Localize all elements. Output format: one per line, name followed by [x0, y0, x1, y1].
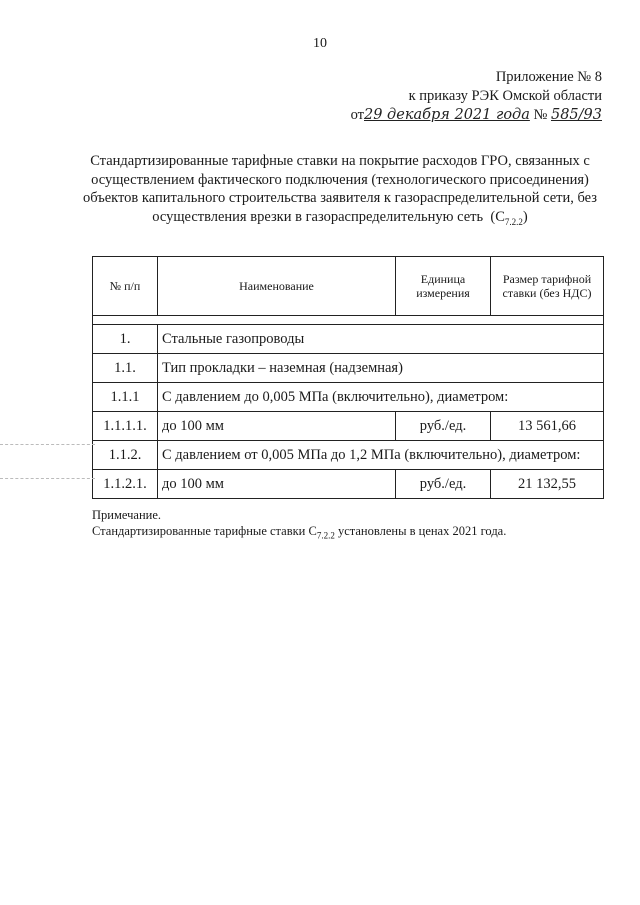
row-name: С давлением до 0,005 МПа (включительно), диаметром:: [158, 383, 604, 412]
header-num: № п/п: [93, 257, 158, 316]
tariff-table: [92, 256, 604, 499]
table-header-row: [93, 257, 604, 316]
title-symbol: $(C_{7.2.2})$: [490, 208, 528, 227]
row-value: 13 561,66: [491, 412, 604, 441]
row-num: 1.1.1.1.: [93, 412, 158, 441]
row-name: С давлением от 0,005 МПа до 1,2 МПа (включительно), диаметром:: [158, 441, 604, 470]
handwritten-date: 29 декабря 2021 года: [364, 107, 530, 123]
table-row: [93, 412, 604, 441]
order-reference: к приказу РЭК Омской области: [408, 88, 602, 104]
table-row: [93, 354, 604, 383]
row-name: Стальные газопроводы: [158, 325, 604, 354]
header-unit: Единица измерения: [396, 257, 491, 316]
table-row: [93, 441, 604, 470]
row-name: Тип прокладки – наземная (надземная): [158, 354, 604, 383]
row-num: 1.1.1: [93, 383, 158, 412]
from-prefix: от: [350, 107, 364, 123]
header-value: Размер тарифной ставки (без НДС): [491, 257, 604, 316]
note-text: Стандартизированные тарифные ставки $С_{7.2.2}$ установлены в ценах 2021 года.: [92, 524, 507, 541]
document-title: [70, 152, 610, 231]
row-num: 1.1.: [93, 354, 158, 383]
row-name: до 100 мм: [158, 470, 396, 499]
table-row: [93, 325, 604, 354]
appendix-number: Приложение № 8: [495, 69, 602, 85]
page-number: 10: [313, 36, 327, 51]
number-prefix: №: [533, 107, 548, 123]
appendix-header: [351, 68, 602, 125]
row-num: 1.: [93, 325, 158, 354]
order-date-line: [351, 106, 602, 125]
footnote: [92, 507, 506, 544]
scan-artifact: [0, 478, 95, 479]
header-name: Наименование: [158, 257, 396, 316]
table-row: [93, 470, 604, 499]
row-num: 1.1.2.: [93, 441, 158, 470]
row-unit: руб./ед.: [396, 470, 491, 499]
row-unit: руб./ед.: [396, 412, 491, 441]
row-num: 1.1.2.1.: [93, 470, 158, 499]
note-label: Примечание.: [92, 508, 162, 522]
table-row: [93, 383, 604, 412]
row-name: до 100 мм: [158, 412, 396, 441]
scan-artifact: [0, 444, 95, 445]
handwritten-number: 585/93: [550, 107, 602, 123]
row-value: 21 132,55: [491, 470, 604, 499]
title-text: Стандартизированные тарифные ставки на покрытие расходов ГРО, связанных с осуществлением фактического подключения (технологического присоединения) объектов капитального строительства заявителя к газораспределительной сети, без осуществления врезки в газораспределительную сеть: [82, 153, 598, 225]
